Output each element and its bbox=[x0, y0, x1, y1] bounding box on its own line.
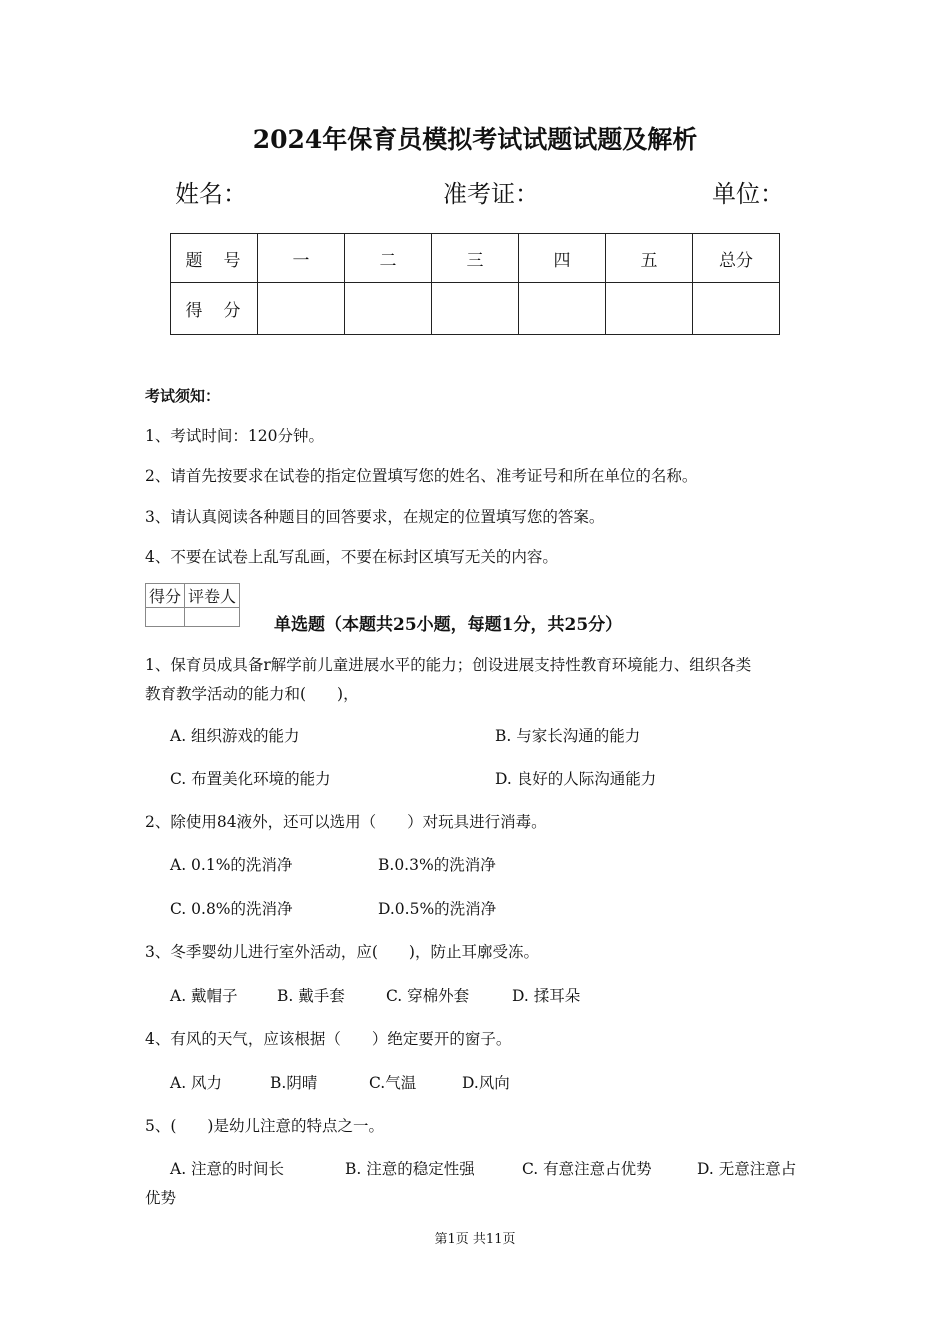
grader-score-cell[interactable] bbox=[146, 608, 185, 627]
answer-option[interactable]: A. 组织游戏的能力 bbox=[170, 727, 300, 745]
answer-option[interactable]: C. 布置美化环境的能力 bbox=[170, 770, 331, 788]
question-stem: 4、有风的天气，应该根据（ ）绝定要开的窗子。 bbox=[145, 1030, 512, 1048]
answer-option[interactable]: C.气温 bbox=[369, 1074, 417, 1092]
score-table-header-2: 二 bbox=[345, 234, 432, 283]
grader-name-cell[interactable] bbox=[185, 608, 240, 627]
score-table-score-row bbox=[171, 283, 780, 335]
grader-name-label: 评卷人 bbox=[185, 584, 240, 608]
answer-option[interactable]: C. 穿棉外套 bbox=[386, 987, 470, 1005]
notice-item: 1、考试时间：120分钟。 bbox=[145, 427, 324, 445]
answer-option[interactable]: A. 戴帽子 bbox=[170, 987, 238, 1005]
score-cell-1[interactable] bbox=[258, 283, 345, 335]
question-stem: 教育教学活动的能力和( )， bbox=[145, 685, 359, 703]
answer-option[interactable]: D. 揉耳朵 bbox=[512, 987, 581, 1005]
answer-option[interactable]: C. 有意注意占优势 bbox=[522, 1160, 652, 1178]
page-title: 2024年保育员模拟考试试题试题及解析 bbox=[252, 125, 698, 154]
answer-option[interactable]: B. 注意的稳定性强 bbox=[345, 1160, 475, 1178]
answer-option[interactable]: A. 风力 bbox=[170, 1074, 223, 1092]
score-table-row-label: 得 分 bbox=[171, 283, 258, 335]
answer-option[interactable]: B.0.3%的洗消净 bbox=[378, 856, 496, 874]
grader-score-label: 得分 bbox=[146, 584, 185, 608]
score-cell-2[interactable] bbox=[345, 283, 432, 335]
page-footer: 第1页 共11页 bbox=[434, 1232, 516, 1247]
question-stem: 3、冬季婴幼儿进行室外活动，应( )，防止耳廓受冻。 bbox=[145, 943, 539, 961]
notice-heading: 考试须知： bbox=[145, 387, 221, 405]
section-title: 单选题（本题共25小题，每题1分，共25分） bbox=[274, 615, 623, 635]
score-cell-total[interactable] bbox=[693, 283, 780, 335]
answer-option[interactable]: D. 良好的人际沟通能力 bbox=[495, 770, 657, 788]
answer-option[interactable]: D.风向 bbox=[462, 1074, 510, 1092]
score-table-header-5: 五 bbox=[606, 234, 693, 283]
answer-option[interactable]: A. 0.1%的洗消净 bbox=[170, 856, 293, 874]
name-field-label: 姓名： bbox=[175, 180, 247, 208]
answer-option[interactable]: B. 戴手套 bbox=[277, 987, 345, 1005]
score-table bbox=[170, 233, 780, 335]
answer-option-wrap: 优势 bbox=[145, 1189, 177, 1207]
answer-option[interactable]: D.0.5%的洗消净 bbox=[378, 900, 497, 918]
score-table-header-1: 一 bbox=[258, 234, 345, 283]
score-table-header-row bbox=[171, 234, 780, 283]
question-stem: 2、除使用84液外，还可以选用（ ）对玩具进行消毒。 bbox=[145, 813, 547, 831]
score-cell-4[interactable] bbox=[519, 283, 606, 335]
answer-option[interactable]: D. 无意注意占 bbox=[697, 1160, 797, 1178]
unit-field-label: 单位： bbox=[712, 180, 784, 208]
notice-item: 3、请认真阅读各种题目的回答要求，在规定的位置填写您的答案。 bbox=[145, 508, 605, 526]
score-table-header-4: 四 bbox=[519, 234, 606, 283]
score-table-header-3: 三 bbox=[432, 234, 519, 283]
score-table-header-total: 总分 bbox=[693, 234, 780, 283]
notice-item: 2、请首先按要求在试卷的指定位置填写您的姓名、准考证号和所在单位的名称。 bbox=[145, 467, 698, 485]
answer-option[interactable]: C. 0.8%的洗消净 bbox=[170, 900, 293, 918]
answer-option[interactable]: A. 注意的时间长 bbox=[170, 1160, 285, 1178]
score-cell-5[interactable] bbox=[606, 283, 693, 335]
notice-item: 4、不要在试卷上乱写乱画，不要在标封区填写无关的内容。 bbox=[145, 548, 558, 566]
exam-id-field-label: 准考证： bbox=[443, 180, 539, 208]
question-stem: 1、保育员成具备r解学前儿童进展水平的能力；创设进展支持性教育环境能力、组织各类 bbox=[145, 656, 752, 674]
answer-option[interactable]: B. 与家长沟通的能力 bbox=[495, 727, 641, 745]
score-table-header-label: 题 号 bbox=[171, 234, 258, 283]
answer-option[interactable]: B.阴晴 bbox=[270, 1074, 318, 1092]
score-cell-3[interactable] bbox=[432, 283, 519, 335]
grader-box bbox=[145, 583, 240, 627]
question-stem: 5、( )是幼儿注意的特点之一。 bbox=[145, 1117, 384, 1135]
